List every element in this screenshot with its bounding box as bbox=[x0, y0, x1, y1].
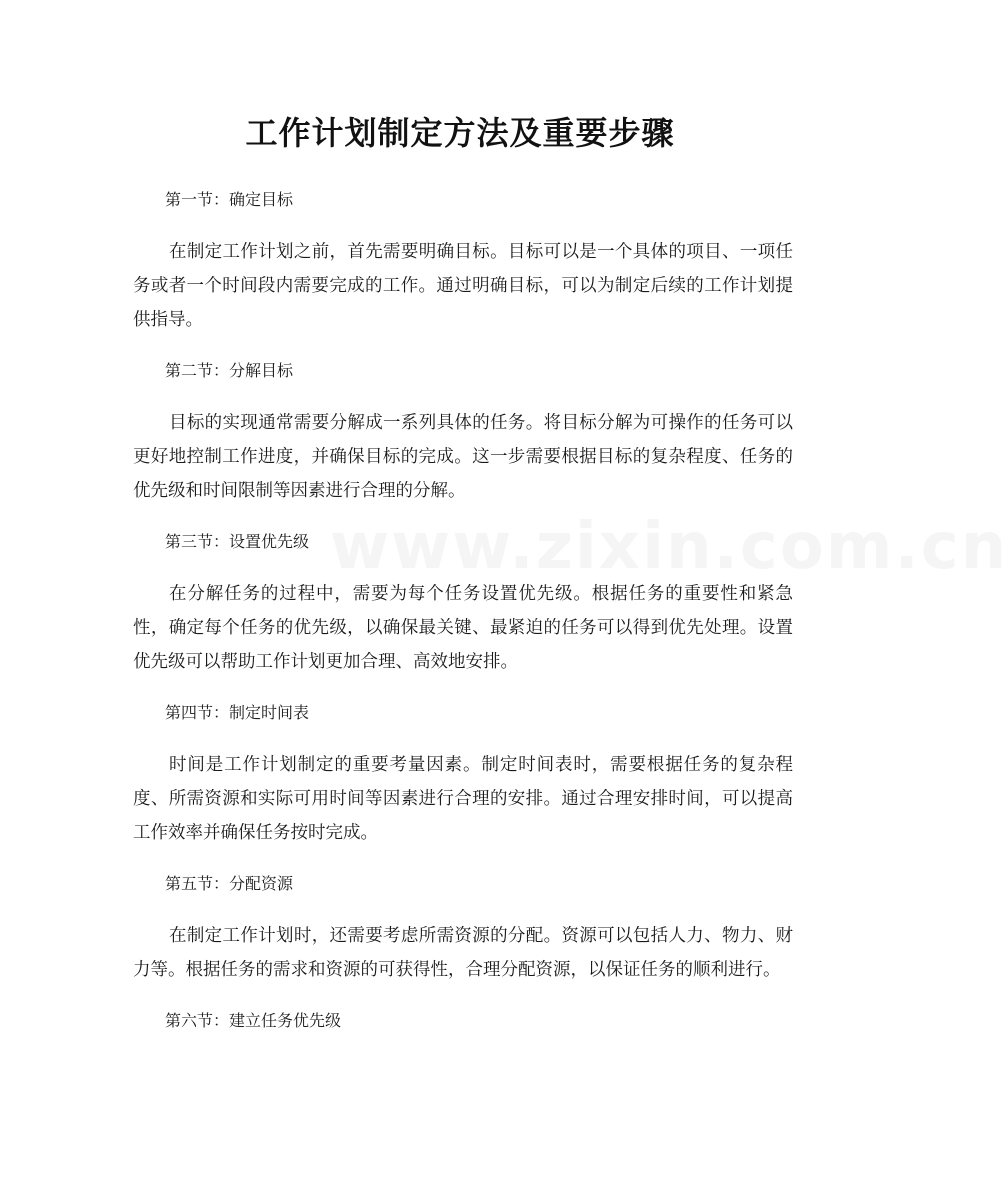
section-paragraph: 在制定工作计划之前，首先需要明确目标。目标可以是一个具体的项目、一项任务或者一个时间段内需要完成的工作。通过明确目标，可以为制定后续的工作计划提供指导。 bbox=[133, 242, 793, 330]
watermark: www.zixin.com.cn bbox=[330, 510, 1008, 584]
section-heading: 第三节：设置优先级 bbox=[165, 532, 310, 551]
document-title: 工作计划制定方法及重要步骤 bbox=[245, 114, 675, 152]
section-heading: 第四节：制定时间表 bbox=[165, 703, 310, 722]
document-body bbox=[133, 186, 793, 1035]
section-heading: 第六节：建立任务优先级 bbox=[165, 1011, 342, 1030]
section-heading: 第五节：分配资源 bbox=[165, 874, 294, 893]
section-paragraph: 时间是工作计划制定的重要考量因素。制定时间表时，需要根据任务的复杂程度、所需资源和实际可用时间等因素进行合理的安排。通过合理安排时间，可以提高工作效率并确保任务按时完成。 bbox=[133, 755, 793, 843]
section-paragraph: 目标的实现通常需要分解成一系列具体的任务。将目标分解为可操作的任务可以更好地控制工作进度，并确保目标的完成。这一步需要根据目标的复杂程度、任务的优先级和时间限制等因素进行合理的分解。 bbox=[133, 413, 793, 501]
section-paragraph: 在制定工作计划时，还需要考虑所需资源的分配。资源可以包括人力、物力、财力等。根据任务的需求和资源的可获得性，合理分配资源，以保证任务的顺利进行。 bbox=[133, 926, 793, 980]
section-paragraph: 在分解任务的过程中，需要为每个任务设置优先级。根据任务的重要性和紧急性，确定每个任务的优先级，以确保最关键、最紧迫的任务可以得到优先处理。设置优先级可以帮助工作计划更加合理、高效地安排。 bbox=[133, 584, 793, 672]
section-heading: 第二节：分解目标 bbox=[165, 361, 294, 380]
section-heading: 第一节：确定目标 bbox=[165, 190, 294, 209]
